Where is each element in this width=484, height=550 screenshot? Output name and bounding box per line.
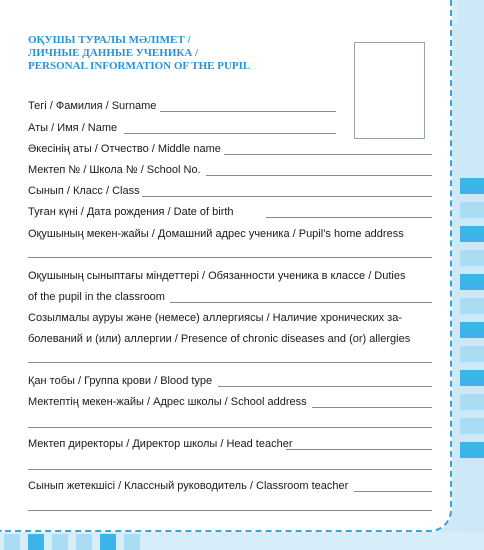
home-address-label: Оқушының мекен-жайы / Домашний адрес ученика / Pupil’s home address: [28, 228, 404, 240]
duties-label-line-1: Оқушының сыныптағы міндеттері / Обязанности ученика в классе / Duties: [28, 270, 406, 282]
blood-type-line[interactable]: [218, 386, 432, 387]
frame-square: [460, 178, 484, 194]
name-label: Аты / Имя / Name: [28, 122, 118, 134]
frame-square: [460, 250, 484, 266]
form-title: [28, 34, 250, 73]
head-teacher-line-1[interactable]: [286, 449, 432, 450]
title-line-en: PERSONAL INFORMATION OF THE PUPIL: [28, 60, 251, 72]
school-address-line-1[interactable]: [312, 407, 432, 408]
frame-square: [460, 226, 484, 242]
surname-line[interactable]: [160, 111, 336, 112]
frame-square: [460, 202, 484, 218]
chronic-label-line-1: Созылмалы ауруы және (немесе) аллергиясы / Наличие хронических за-: [28, 312, 402, 324]
head-teacher-line-2[interactable]: [28, 469, 432, 470]
surname-label: Тегі / Фамилия / Surname: [28, 100, 157, 112]
name-line[interactable]: [124, 133, 336, 134]
school-address-line-2[interactable]: [28, 427, 432, 428]
chronic-line[interactable]: [28, 362, 432, 363]
school-no-line[interactable]: [206, 175, 432, 176]
frame-square: [460, 394, 484, 410]
middle-name-label: Әкесінің аты / Отчество / Middle name: [28, 143, 221, 155]
frame-square: [4, 534, 20, 550]
frame-square: [100, 534, 116, 550]
head-teacher-label: Мектеп директоры / Директор школы / Head teacher: [28, 438, 293, 450]
title-line-kz: ОҚУШЫ ТУРАЛЫ МӘЛІМЕТ /: [28, 34, 191, 46]
middle-name-line[interactable]: [224, 154, 432, 155]
title-line-ru: ЛИЧНЫЕ ДАННЫЕ УЧЕНИКА /: [28, 47, 199, 59]
classroom-teacher-line-2[interactable]: [28, 510, 432, 511]
frame-square: [460, 322, 484, 338]
frame-square: [460, 370, 484, 386]
blood-type-label: Қан тобы / Группа крови / Blood type: [28, 375, 213, 387]
frame-bottom: [0, 532, 484, 550]
classroom-teacher-label: Сынып жетекшісі / Классный руководитель / Classroom teacher: [28, 480, 349, 492]
birth-date-line[interactable]: [266, 217, 432, 218]
classroom-teacher-line-1[interactable]: [354, 491, 432, 492]
duties-line[interactable]: [170, 302, 432, 303]
class-line[interactable]: [142, 196, 432, 197]
class-label: Сынып / Класс / Class: [28, 185, 140, 197]
frame-square: [76, 534, 92, 550]
frame-square: [460, 274, 484, 290]
birth-date-label: Туған күні / Дата рождения / Date of birth: [28, 206, 234, 218]
frame-square: [52, 534, 68, 550]
frame-square: [460, 442, 484, 458]
frame-square: [460, 298, 484, 314]
frame-square: [28, 534, 44, 550]
school-address-label: Мектептің мекен-жайы / Адрес школы / School address: [28, 396, 307, 408]
photo-box[interactable]: [354, 42, 425, 139]
frame-square: [460, 418, 484, 434]
home-address-line[interactable]: [28, 257, 432, 258]
chronic-label-line-2: болеваний и (или) аллергии / Presence of chronic diseases and (or) allergies: [28, 333, 411, 345]
frame-square: [460, 346, 484, 362]
frame-square: [124, 534, 140, 550]
school-no-label: Мектеп № / Школа № / School No.: [28, 164, 201, 176]
duties-label-line-2: of the pupil in the classroom: [28, 291, 165, 303]
